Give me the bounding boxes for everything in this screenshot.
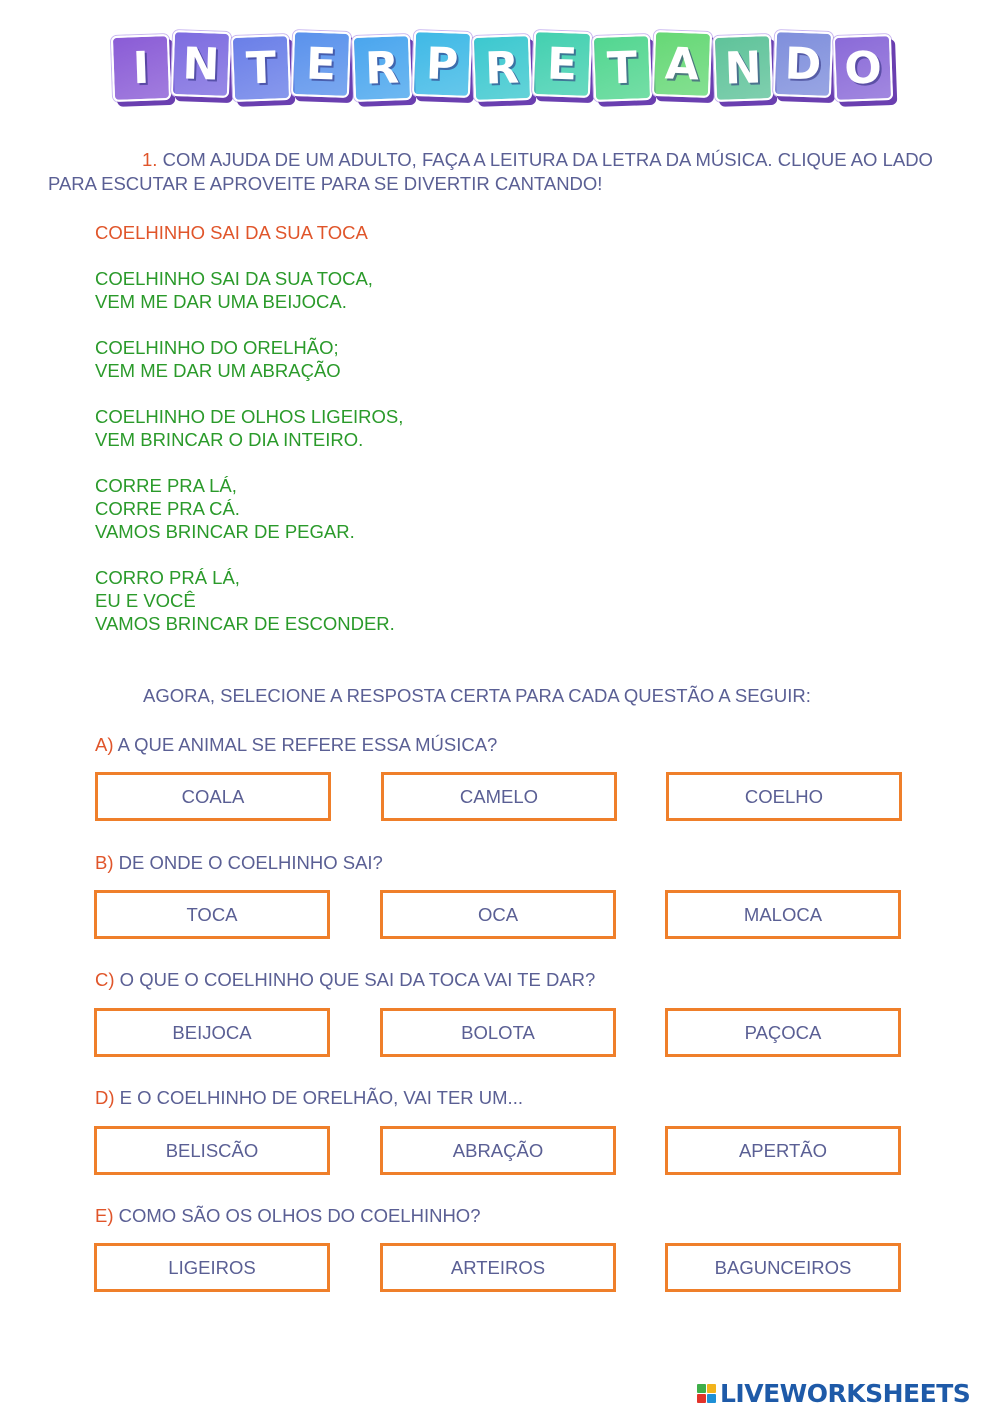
liveworksheets-brand[interactable]	[697, 1377, 970, 1409]
title-letter: D	[773, 30, 833, 98]
question-b	[95, 851, 895, 875]
intro-text: COM AJUDA DE UM ADULTO, FAÇA A LEITURA DA LETRA DA MÚSICA. CLIQUE AO LADO PARA ESCUTAR E APROVEITE PARA SE DIVERTIR CANTANDO!	[48, 149, 933, 194]
question-e	[95, 1204, 895, 1228]
option-oca[interactable]: OCA	[380, 890, 616, 939]
question-c	[95, 968, 895, 992]
title-letter: O	[833, 34, 893, 102]
question-text: E O COELHINHO DE ORELHÃO, VAI TER UM...	[119, 1087, 523, 1108]
question-text: COMO SÃO OS OLHOS DO COELHINHO?	[118, 1205, 481, 1226]
intro-paragraph	[48, 148, 960, 196]
question-letter: C)	[95, 969, 115, 990]
stanza	[95, 474, 595, 543]
lyric-line: VAMOS BRINCAR DE PEGAR.	[95, 521, 355, 542]
song-lyrics	[95, 221, 595, 658]
question-text: DE ONDE O COELHINHO SAI?	[118, 852, 383, 873]
lyric-line: VEM ME DAR UMA BEIJOCA.	[95, 291, 347, 312]
question-letter: B)	[95, 852, 114, 873]
title-letter: R	[351, 34, 411, 102]
option-bagunceiros[interactable]: BAGUNCEIROS	[665, 1243, 901, 1292]
logo-square	[697, 1394, 706, 1403]
option-coelho[interactable]: COELHO	[666, 772, 902, 821]
liveworksheets-logo-icon	[697, 1384, 716, 1403]
question-text: A QUE ANIMAL SE REFERE ESSA MÚSICA?	[117, 734, 498, 755]
brand-name: LIVEWORKSHEETS	[720, 1378, 971, 1408]
logo-square	[697, 1384, 706, 1393]
lyric-line: CORRE PRA CÁ.	[95, 498, 240, 519]
lyric-line: COELHINHO DE OLHOS LIGEIROS,	[95, 406, 404, 427]
title-letter: P	[412, 30, 472, 98]
lyric-line: CORRO PRÁ LÁ,	[95, 567, 240, 588]
stanza	[95, 267, 595, 313]
title-letter: N	[712, 34, 772, 102]
lyric-line: COELHINHO SAI DA SUA TOCA,	[95, 268, 373, 289]
option-maloca[interactable]: MALOCA	[665, 890, 901, 939]
question-letter: A)	[95, 734, 114, 755]
title-letter: T	[231, 34, 291, 102]
option-apertao[interactable]: APERTÃO	[665, 1126, 901, 1175]
question-text: O QUE O COELHINHO QUE SAI DA TOCA VAI TE DAR?	[119, 969, 596, 990]
logo-square	[707, 1384, 716, 1393]
title-letter: T	[592, 34, 652, 102]
instruction-text: AGORA, SELECIONE A RESPOSTA CERTA PARA CADA QUESTÃO A SEGUIR:	[143, 685, 811, 706]
lyric-line: COELHINHO DO ORELHÃO;	[95, 337, 339, 358]
option-coala[interactable]: COALA	[95, 772, 331, 821]
song-title: COELHINHO SAI DA SUA TOCA	[95, 222, 368, 243]
lyric-line: EU E VOCÊ	[95, 590, 196, 611]
title-letter: N	[171, 30, 231, 98]
lyric-line: VEM ME DAR UM ABRAÇÃO	[95, 360, 341, 381]
worksheet-title	[112, 33, 892, 108]
lyric-line: CORRE PRA LÁ,	[95, 475, 237, 496]
title-letter: I	[111, 34, 171, 102]
question-d	[95, 1086, 895, 1110]
option-pacoca[interactable]: PAÇOCA	[665, 1008, 901, 1057]
intro-number: 1.	[142, 149, 158, 170]
title-letter: A	[652, 30, 712, 98]
title-letter: E	[532, 30, 592, 98]
option-bolota[interactable]: BOLOTA	[380, 1008, 616, 1057]
title-letter: E	[291, 30, 351, 98]
option-camelo[interactable]: CAMELO	[381, 772, 617, 821]
option-beliscao[interactable]: BELISCÃO	[94, 1126, 330, 1175]
logo-square	[707, 1394, 716, 1403]
question-letter: E)	[95, 1205, 114, 1226]
option-arteiros[interactable]: ARTEIROS	[380, 1243, 616, 1292]
title-letter: R	[472, 34, 532, 102]
stanza	[95, 405, 595, 451]
lyric-line: VEM BRINCAR O DIA INTEIRO.	[95, 429, 364, 450]
option-abracao[interactable]: ABRAÇÃO	[380, 1126, 616, 1175]
question-letter: D)	[95, 1087, 115, 1108]
question-a	[95, 733, 895, 757]
lyric-line: VAMOS BRINCAR DE ESCONDER.	[95, 613, 395, 634]
stanza	[95, 336, 595, 382]
option-toca[interactable]: TOCA	[94, 890, 330, 939]
option-beijoca[interactable]: BEIJOCA	[94, 1008, 330, 1057]
option-ligeiros[interactable]: LIGEIROS	[94, 1243, 330, 1292]
stanza	[95, 566, 595, 635]
